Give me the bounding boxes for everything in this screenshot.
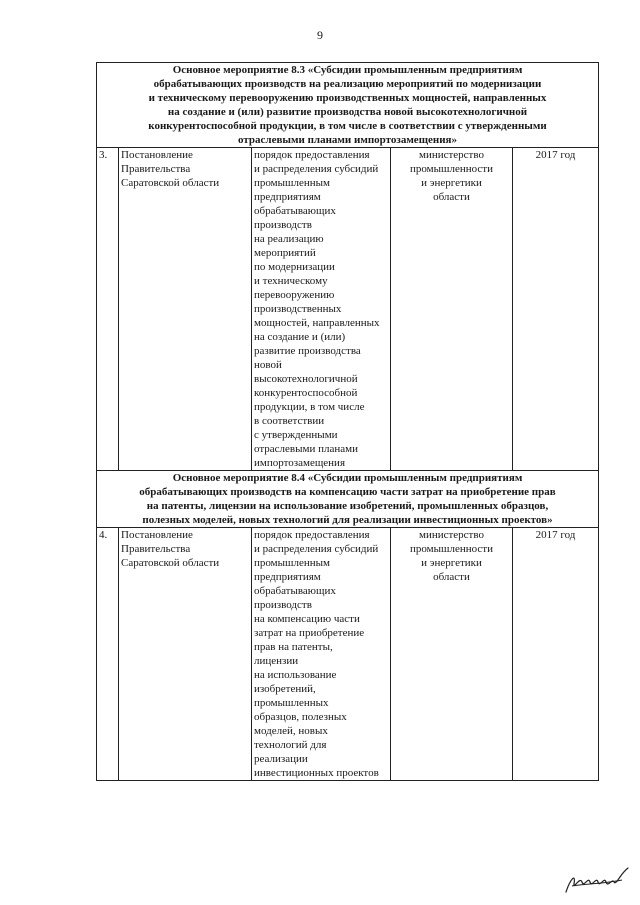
row-responsible-ministry: министерство промышленности и энергетики области bbox=[391, 148, 513, 471]
section-header-8-4: Основное мероприятие 8.4 «Субсидии промышленным предприятиям обрабатывающих производств на компенсацию части затрат на приобретение прав на патенты, лицензии на использование изобретений, промышленных образцов, полезных моделей, новых технологий для реализации инвестиционных проектов» bbox=[97, 471, 599, 528]
row-description: порядок предоставления и распределения субсидий промышленным предприятиям обрабатывающих производств на реализацию мероприятий по модернизации и техническому перевооружению производственных мощностей, направленных на создание и (или) развитие производства новой высокотехнологичной конкурентоспособной продукции, в том числе в соответствии с утвержденными отраслевыми планами импортозамещения bbox=[252, 148, 391, 471]
row-year: 2017 год bbox=[513, 528, 599, 781]
table-row bbox=[97, 528, 599, 781]
page-number: 9 bbox=[317, 28, 323, 42]
row-number: 4. bbox=[97, 528, 119, 781]
row-document-type: Постановление Правительства Саратовской области bbox=[119, 528, 252, 781]
row-description: порядок предоставления и распределения субсидий промышленным предприятиям обрабатывающих производств на компенсацию части затрат на приобретение прав на патенты, лицензии на использование изобретений, промышленных образцов, полезных моделей, новых технологий для реализации инвестиционных проектов bbox=[252, 528, 391, 781]
row-number: 3. bbox=[97, 148, 119, 471]
measures-table bbox=[96, 62, 599, 781]
section-header-row bbox=[97, 471, 599, 528]
signature-icon bbox=[562, 862, 632, 898]
section-header-row bbox=[97, 63, 599, 148]
row-responsible-ministry: министерство промышленности и энергетики области bbox=[391, 528, 513, 781]
section-header-8-3: Основное мероприятие 8.3 «Субсидии промышленным предприятиям обрабатывающих производств на реализацию мероприятий по модернизации и техническому перевооружению производственных мощностей, направленных на создание и (или) развитие производства новой высокотехнологичной конкурентоспособной продукции, в том числе в соответствии с утвержденными отраслевыми планами импортозамещения» bbox=[97, 63, 599, 148]
row-year: 2017 год bbox=[513, 148, 599, 471]
row-document-type: Постановление Правительства Саратовской области bbox=[119, 148, 252, 471]
table-row bbox=[97, 148, 599, 471]
